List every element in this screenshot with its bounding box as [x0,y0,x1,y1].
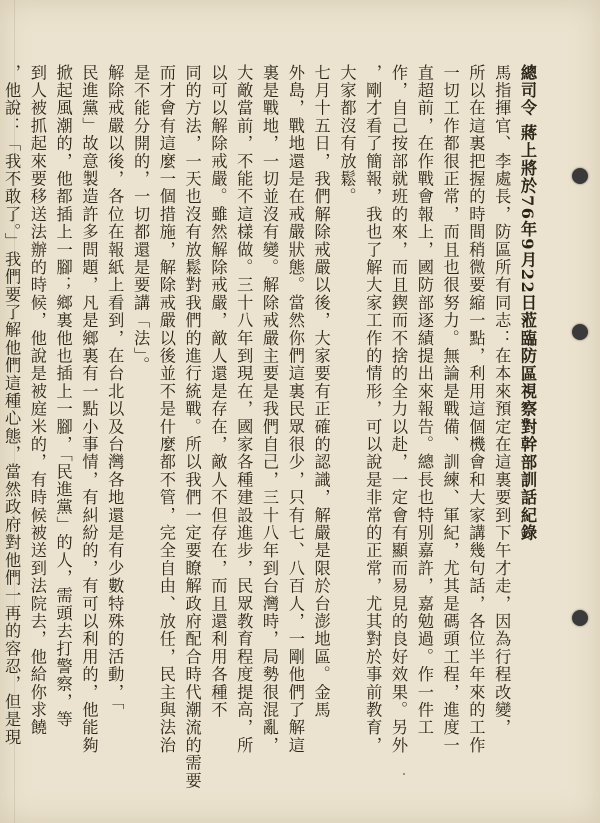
text-column: 同的方法，一天也沒有放鬆對我們的進行統戰。所以我們一定要瞭解政府配合時代潮流的需要 [182,64,202,790]
text-column: 解除戒嚴以後，各位在報紙上看到，在台北以及台灣各地還是有少數特殊的活動，「 [105,64,125,711]
text-column: 而才會有這麼一個措施，解除戒嚴以後並不是什麼都不管，完全自由、放任，民主與法治 [156,64,176,755]
document-heading: 總司令 蔣上將於76年9月22日蒞臨防區視察對幹部訓話紀錄 [518,64,537,543]
text-column: 直超前，在作戰會報上，國防部逐績提出來報告。總長也特別嘉許，嘉勉過。作一件工 [414,64,434,737]
text-column: 外島，戰地還是在戒嚴狀態。當然你們這裏民眾很少，只有七、八百人，一剛他們了解這 [285,64,305,755]
binder-hole-middle [572,324,588,340]
text-column: 大家都沒有放鬆。 [337,64,357,206]
text-column: 裏是戰地，一切並沒有變。解除戒嚴主要是我們自己，三十八年到台灣時，局勢很混亂， [260,64,280,755]
text-column: 馬指揮官、李處長，防區所有同志：在本來預定在這裏要到下午才走，因為行程改變， [492,64,512,737]
document-body [0,64,540,790]
text-column: 大敵當前，不能不這樣做。三十八年到現在，國家各種建設進步，民眾教育程度提高，所 [234,64,254,755]
text-column: 作，自己按部就班的來，而且鍥而不捨的全力以赴，一定會有顯而易見的良好效果。另外 [389,64,409,755]
text-column: 一切工作都很正常，而且也很努力。無論是戰備、訓練、軍紀，尤其是碼頭工程，進度一 [440,64,460,755]
text-column: 到人被抓起來要移送法辦的時候，他說是被庭米的，有時候被送到法院去，他給你求饒 [27,64,47,737]
binder-hole-top [572,168,588,184]
text-column: 七月十五日，我們解除戒嚴以後，大家要有正確的認識，解嚴是限於台澎地區。金馬 [311,64,331,719]
text-column: 是不能分開的，一切都還是要講「法」。 [131,64,151,375]
text-column: 以可以解除戒嚴。雖然解除戒嚴，敵人還是存在，敵人不但存在，而且還利用各種不 [208,64,228,719]
ink-speck [403,773,405,775]
text-column: ，剛才看了簡報，我也了解大家工作的情形，可以說是非常的正常，尤其對於事前教育， [363,64,383,755]
text-column: 掀起風潮的，他都插上一腳；鄉裏他也插上一腳，「民進黨」的人，需頭去打警察，等 [53,64,73,729]
binder-hole-bottom [572,610,588,626]
text-column: ，他說：「我不敢了。」我們要了解他們這種心態，當然政府對他們一再的容忍，但是現 [2,64,22,747]
text-column: 民進黨」故意製造許多問題，凡是鄉裏有一點小事情，有糾紛的，有可以利用的，他能夠 [79,64,99,755]
text-column: 所以在這裏把握的時間稍微要縮一點，利用這個機會和大家講幾句話，各位半年來的工作 [466,64,486,755]
